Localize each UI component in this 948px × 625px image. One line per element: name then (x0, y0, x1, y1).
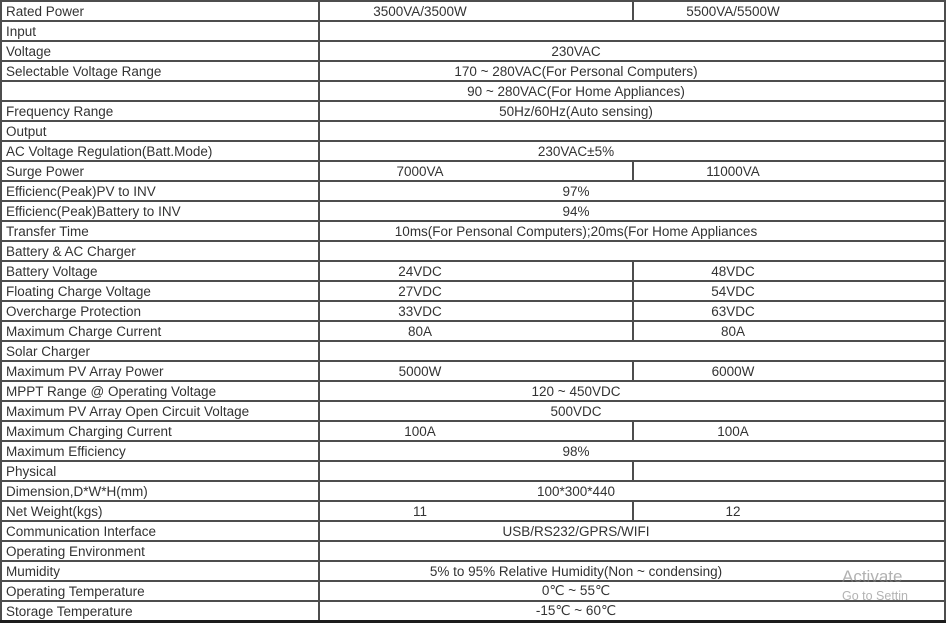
table-row (1, 201, 945, 221)
table-row (1, 261, 945, 281)
spec-value-cell: 54VDC (633, 281, 945, 301)
spec-label-cell: Transfer Time (1, 221, 319, 241)
spec-value-cell: 24VDC (319, 261, 633, 281)
spec-label-cell: Maximum Charge Current (1, 321, 319, 341)
spec-label-cell: Net Weight(kgs) (1, 501, 319, 521)
table-row (1, 181, 945, 201)
spec-value-cell (319, 121, 945, 141)
spec-label-cell: Mumidity (1, 561, 319, 581)
spec-label-cell: Efficienc(Peak)Battery to INV (1, 201, 319, 221)
table-row (1, 161, 945, 181)
spec-label-cell: Voltage (1, 41, 319, 61)
table-row (1, 21, 945, 41)
spec-value-cell: 11000VA (633, 161, 945, 181)
spec-value-cell: 500VDC (319, 401, 945, 421)
spec-label-cell: Floating Charge Voltage (1, 281, 319, 301)
spec-label-cell: Maximum PV Array Power (1, 361, 319, 381)
spec-value-cell: 100A (633, 421, 945, 441)
table-row (1, 401, 945, 421)
table-row (1, 101, 945, 121)
spec-label-cell (1, 81, 319, 101)
spec-value-cell (319, 241, 945, 261)
table-row (1, 321, 945, 341)
table-row (1, 61, 945, 81)
spec-value-cell: 63VDC (633, 301, 945, 321)
spec-label-cell: Operating Temperature (1, 581, 319, 601)
spec-value-cell: 10ms(For Pensonal Computers);20ms(For Home Appliances (319, 221, 945, 241)
spec-value-cell: 100*300*440 (319, 481, 945, 501)
spec-value-cell: 230VAC (319, 41, 945, 61)
spec-value-cell: 3500VA/3500W (319, 1, 633, 21)
table-row (1, 581, 945, 601)
spec-value-cell: 98% (319, 441, 945, 461)
spec-value-cell: USB/RS232/GPRS/WIFI (319, 521, 945, 541)
table-row (1, 561, 945, 581)
table-row (1, 41, 945, 61)
spec-value-cell: 27VDC (319, 281, 633, 301)
activation-watermark-line1: Activate (842, 567, 903, 586)
spec-value-cell: 230VAC±5% (319, 141, 945, 161)
table-row (1, 81, 945, 101)
activation-watermark-line2: Go to Settin (842, 589, 909, 603)
spec-value-cell: 5% to 95% Relative Humidity(Non ~ condensing) (319, 561, 945, 581)
spec-label-cell: Communication Interface (1, 521, 319, 541)
spec-value-cell: 50Hz/60Hz(Auto sensing) (319, 101, 945, 121)
spec-value-cell: 80A (633, 321, 945, 341)
spec-value-cell: 5500VA/5500W (633, 1, 945, 21)
spec-label-cell: Output (1, 121, 319, 141)
spec-label-cell: Solar Charger (1, 341, 319, 361)
spec-label-cell: Overcharge Protection (1, 301, 319, 321)
spec-label-cell: Efficienc(Peak)PV to INV (1, 181, 319, 201)
spec-value-cell: 11 (319, 501, 633, 521)
spec-value-cell (319, 461, 633, 481)
table-row (1, 461, 945, 481)
table-row (1, 281, 945, 301)
spec-table-body (1, 1, 945, 622)
spec-label-cell: MPPT Range @ Operating Voltage (1, 381, 319, 401)
spec-value-cell: 90 ~ 280VAC(For Home Appliances) (319, 81, 945, 101)
table-row (1, 121, 945, 141)
spec-value-cell (633, 461, 945, 481)
spec-value-cell (319, 341, 945, 361)
spec-value-cell: 7000VA (319, 161, 633, 181)
spec-label-cell: Input (1, 21, 319, 41)
spec-label-cell: Operating Environment (1, 541, 319, 561)
spec-label-cell: Battery Voltage (1, 261, 319, 281)
spec-value-cell: 12 (633, 501, 945, 521)
table-row (1, 441, 945, 461)
table-row (1, 361, 945, 381)
spec-label-cell: Maximum PV Array Open Circuit Voltage (1, 401, 319, 421)
spec-value-cell: 80A (319, 321, 633, 341)
spec-label-cell: Battery & AC Charger (1, 241, 319, 261)
table-row (1, 301, 945, 321)
spec-label-cell: Storage Temperature (1, 601, 319, 622)
table-row (1, 421, 945, 441)
spec-label-cell: Surge Power (1, 161, 319, 181)
table-row (1, 1, 945, 21)
spec-value-cell: 5000W (319, 361, 633, 381)
table-row (1, 481, 945, 501)
spec-value-cell: -15℃ ~ 60℃ (319, 601, 945, 622)
spec-value-cell: 0℃ ~ 55℃ (319, 581, 945, 601)
spec-label-cell: Maximum Efficiency (1, 441, 319, 461)
table-row (1, 381, 945, 401)
spec-value-cell (319, 541, 945, 561)
spec-label-cell: Maximum Charging Current (1, 421, 319, 441)
spec-value-cell: 170 ~ 280VAC(For Personal Computers) (319, 61, 945, 81)
spec-value-cell: 100A (319, 421, 633, 441)
spec-label-cell: Physical (1, 461, 319, 481)
spec-value-cell: 120 ~ 450VDC (319, 381, 945, 401)
table-row (1, 541, 945, 561)
table-row (1, 221, 945, 241)
table-row (1, 241, 945, 261)
spec-value-cell (319, 21, 945, 41)
spec-label-cell: AC Voltage Regulation(Batt.Mode) (1, 141, 319, 161)
spec-label-cell: Dimension,D*W*H(mm) (1, 481, 319, 501)
spec-value-cell: 97% (319, 181, 945, 201)
spec-value-cell: 6000W (633, 361, 945, 381)
table-row (1, 601, 945, 622)
table-row (1, 521, 945, 541)
spec-value-cell: 48VDC (633, 261, 945, 281)
spec-label-cell: Rated Power (1, 1, 319, 21)
spec-label-cell: Selectable Voltage Range (1, 61, 319, 81)
spec-label-cell: Frequency Range (1, 101, 319, 121)
table-row (1, 501, 945, 521)
table-row (1, 141, 945, 161)
spec-value-cell: 33VDC (319, 301, 633, 321)
table-row (1, 341, 945, 361)
spec-value-cell: 94% (319, 201, 945, 221)
